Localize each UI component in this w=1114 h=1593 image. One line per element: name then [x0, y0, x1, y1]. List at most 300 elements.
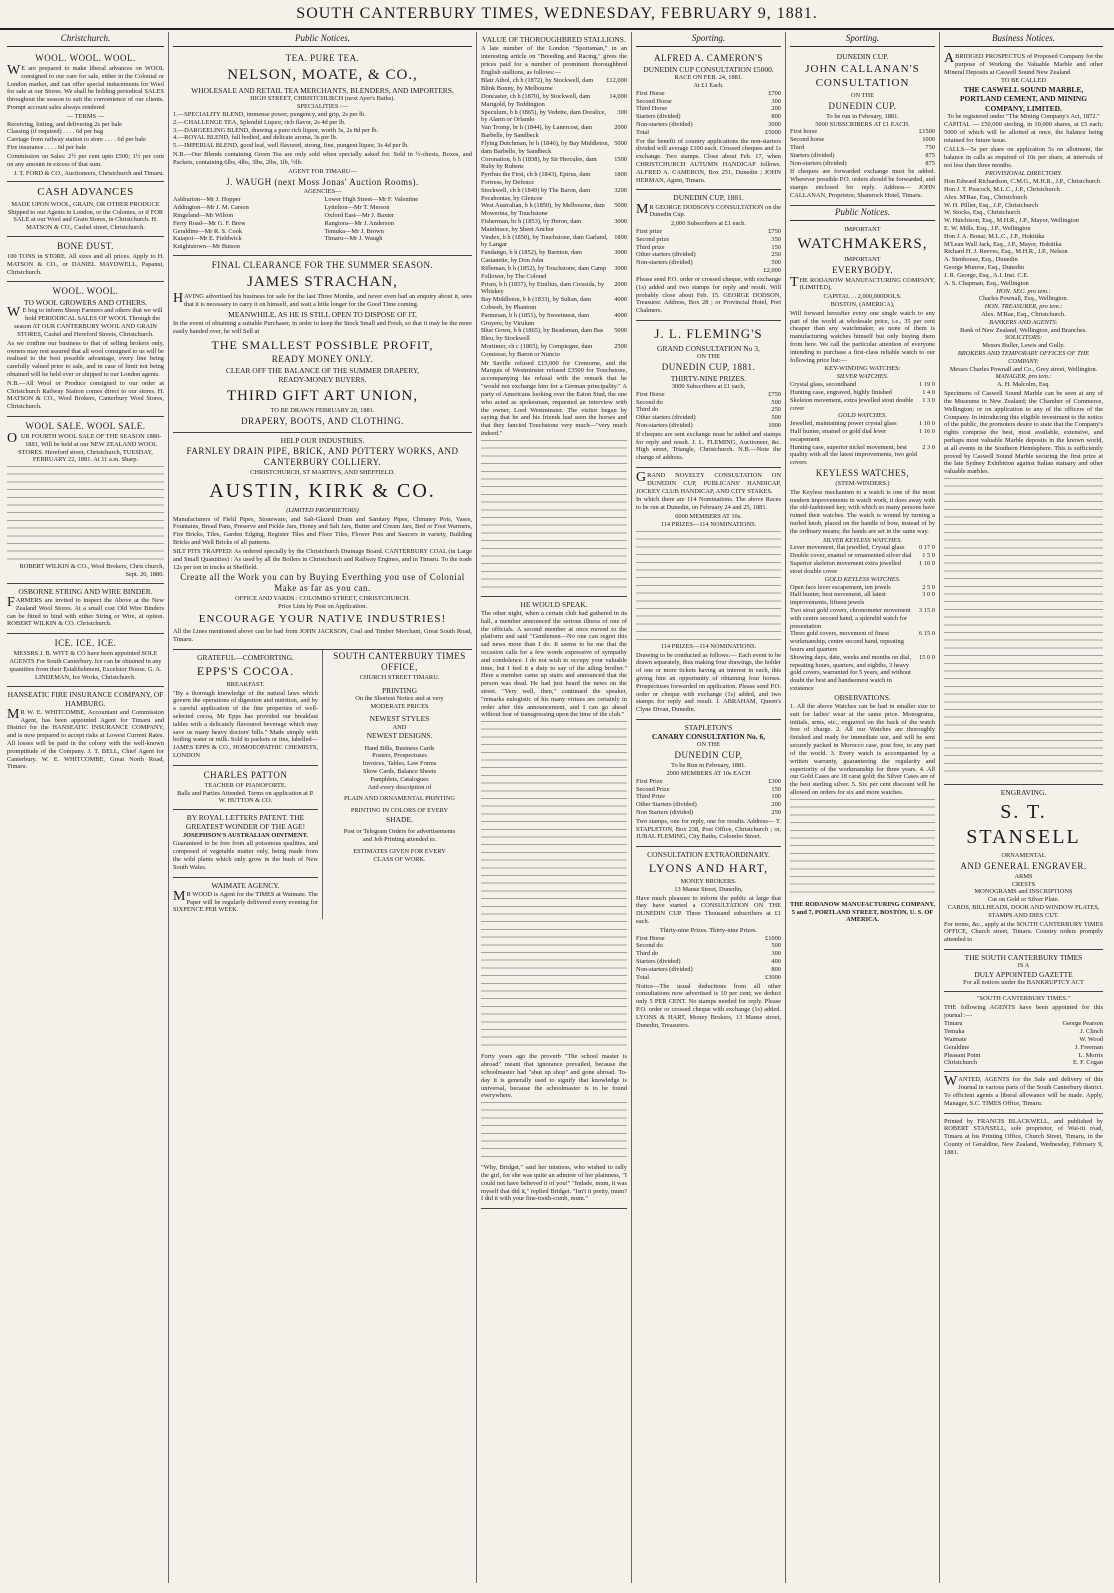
- ad-body: Two stamps, one for reply, one for results. Address— T. STAPLETON, Box 238, Post Office, Christchurch ; or, JUBAL FLEMING, City Baths, Colombo Street.: [636, 817, 781, 841]
- ad-subtitle: 3000 Subscribers at £1 each,: [671, 382, 746, 390]
- ad-subtitle: IS A: [1017, 962, 1030, 970]
- stallion-row: [481, 156, 627, 172]
- stallion-row-value: 4000: [614, 311, 627, 319]
- prize-row: [790, 128, 935, 136]
- prize-row-label: First Prize: [636, 777, 663, 785]
- ad-subtitle: CLEAR OFF THE BALANCE OF THE SUMMER DRAPERY,: [225, 366, 420, 376]
- agent-row: [944, 1044, 1103, 1052]
- prize-row: [636, 801, 781, 809]
- prize-row: [636, 251, 781, 259]
- printing-line: PLAIN AND ORNAMENTAL PRINTING: [344, 795, 455, 803]
- prize-row: [636, 244, 781, 252]
- prize-row: [636, 98, 781, 106]
- ad-title: DUNEDIN CUP, 1881.: [673, 193, 744, 203]
- stallion-row-value: 14,000: [609, 93, 627, 101]
- ad-title: "SOUTH CANTERBURY TIMES.": [976, 994, 1071, 1002]
- stallion-row-value: 4000: [614, 296, 627, 304]
- director-item: A. Stenhouse, Esq., Dunedin: [944, 256, 1018, 264]
- article-he-would-speak: [481, 597, 627, 1209]
- stallion-row-label: Van Tromp, br h (1844), by Lanercost, dam Barbelle, by Sandbeck: [481, 124, 593, 140]
- ad-title: HANSEATIC FIRE INSURANCE COMPANY, OF HAMBURG.: [7, 689, 164, 708]
- ad-body: A. H. Malcolm, Esq.: [996, 381, 1051, 389]
- watch-row: [790, 381, 935, 389]
- ad-body: Will forward hereafter every one single watch to any part of the world at wholesale price, i.e., 35 per cent cheaper than any watchmaker, as none of them is manufacturing watches himself but only buying them from here. We call the particular attention of everyone intending to purchase a first-class reliable watch to our following price list:—: [790, 309, 935, 364]
- prize-row-value: £2,000: [763, 267, 781, 275]
- ad-body: If cheques are sent exchange must be added and stamps for reply and result. J. L. FLEMING, Auctioneer, &c. High street, Triangle, Christchurch. N.B.—Note the change of address.: [636, 430, 781, 462]
- ad-headline: NELSON, MOATE, & CO.,: [227, 66, 418, 83]
- ad-headline: ENCOURAGE YOUR NATIVE INDUSTRIES!: [198, 612, 447, 625]
- ad-subtitle: 2000 MEMBERS AT 10s EACH: [666, 769, 751, 777]
- prize-row-label: Second do: [636, 398, 663, 406]
- prize-row-value: £5000: [765, 128, 781, 136]
- ad-address: 13 Manse Street, Dunedin,: [674, 885, 743, 893]
- ad-headline: ALFRED A. CAMERON'S: [654, 52, 763, 63]
- prize-row: [636, 113, 781, 121]
- ad-body: SILT PITS TRAPPED: As ordered specially by the Christchurch Drainage Board. CANTERBURY COAL (in Large and Small Quantities) : As used by all the Boilers in Christchurch and Railway Engines, and in Timaru. To the trade 12s per ton in trucks at Sheffield.: [173, 547, 472, 571]
- watch-row-label: Hunting case, superior nickel movement, best quality with all the latest improvements, two gold covers: [790, 443, 918, 467]
- printing-line: Show Cards, Balance Sheets: [362, 768, 437, 775]
- stallion-row-value: 300: [617, 108, 627, 116]
- watch-row: [790, 591, 935, 607]
- ad-caswell-sound: [944, 49, 1103, 785]
- ad-subtitle: AGENT FOR TIMARU—: [288, 167, 357, 175]
- prize-row-label: Second horse: [790, 136, 825, 144]
- watch-row: [790, 428, 935, 444]
- stallion-row-value: 3000: [614, 249, 627, 257]
- ad-grand-novelty: [636, 468, 781, 720]
- ad-subtitle: IMPORTANT: [844, 225, 881, 233]
- watch-row-label: Jewelled, maintaining power crystal glass: [790, 420, 897, 428]
- engraving-line: ARMS: [1014, 872, 1033, 880]
- agencies-list: [173, 196, 472, 251]
- director-item: W. H. Pilliet, Esq., J.P., Christchurch: [944, 201, 1039, 209]
- prize-row: [790, 144, 935, 152]
- prize-row-label: Other starters (divided): [636, 414, 696, 422]
- ad-subtitle: MANAGER, pro tem.:: [995, 373, 1052, 381]
- printing-line: PRINTING: [382, 685, 417, 695]
- stallion-row-value: 2500: [614, 343, 627, 351]
- ad-subtitle: HON. TREASURER, pro tem.:: [984, 303, 1063, 311]
- prize-row-value: 800: [771, 965, 781, 973]
- ad-dodson: [636, 190, 781, 321]
- stallion-row-label: Blair Athol, ch h (1872), by Stockwell, dam Blink Bonny, by Melbourne: [481, 77, 594, 93]
- ad-headline: J. L. FLEMING'S: [654, 325, 763, 341]
- tea-item: 4.—ROYAL BLEND, full bodied, and delicate aroma, 3s per lb.: [173, 134, 338, 142]
- watch-row-value: 1 5 0: [922, 552, 935, 560]
- prize-row: [636, 786, 781, 794]
- stallion-row: [481, 124, 627, 140]
- article-body: A late number of the London "Sportsman," in an interesting article on "Breeding and Racing," gives the prices paid for a number of prominent thoroughbred English stallions, as follows:—: [481, 45, 627, 76]
- prize-row-value: £750: [768, 390, 781, 398]
- watch-price-list: [790, 381, 935, 412]
- ad-headline: SOUTH CANTERBURY TIMES OFFICE,: [333, 650, 466, 672]
- prize-row-value: 3000: [768, 120, 781, 128]
- article-title: VALUE OF THOROUGHBRED STALLIONS.: [482, 35, 626, 44]
- director-item: E. W. Mills, Esq., J.P., Wellington: [944, 225, 1031, 233]
- agent-row-value: J. Freeman: [1074, 1043, 1103, 1051]
- ad-cash-advances: [7, 182, 164, 237]
- watch-row-label: Hunting case, engraved, highly finished: [790, 388, 892, 396]
- ad-subtitle: DUNEDIN CUP CONSULTATION £5000.: [643, 64, 774, 74]
- ad-subtitle: WHOLESALE AND RETAIL TEA MERCHANTS, BLENDERS, AND IMPORTERS,: [191, 86, 454, 96]
- stallion-row-value: 3000: [614, 264, 627, 272]
- printing-line: SHADE.: [386, 815, 413, 825]
- watch-row: [790, 607, 935, 630]
- prize-row: [636, 935, 781, 943]
- watch-row: [790, 397, 935, 413]
- printing-line: AND: [392, 723, 407, 731]
- ad-subtitle: TEACHER OF PIANOFORTE.: [204, 781, 287, 789]
- ad-subtitle: (STEM-WINDERS.): [835, 479, 890, 487]
- ad-gazette: [944, 950, 1103, 992]
- ad-body: 1. All the above Watches can be had in smaller size to suit for ladies' wear at the same price. Monograms, initials, arms, etc., engraved on the back of the watch free of charge. 2. All our Watches are thoroughly finished and ready for immediate use, and will be sent securely packed in Morocco case, post free, to any part of the world. 3. Every watch is accompanied by a written warranty, guaranteeing the regularity and superiority of the workmanship for three years. 4. All our Gold Cases are 18 carat gold; the Silver Cases are of the best sterling silver. 5. Six per cent discount will be allowed on orders for six and more watches.: [790, 703, 935, 796]
- prize-row-value: £1000: [765, 934, 781, 942]
- stallion-row-label: Mortimer, ch c (1865), by Compiegne, dam Comtesse, by Baron or Nuncio: [481, 343, 593, 358]
- prize-row-label: Third Horse: [636, 105, 668, 113]
- agent-row-label: Geraldine: [944, 1043, 970, 1051]
- stallion-row-label: Fandango, b h (1852), by Barnton, dam Castanette, by Don John: [481, 249, 582, 265]
- agent-row-label: Timaru: [944, 1020, 963, 1028]
- stallion-row: [481, 327, 627, 343]
- watch-row-label: Superior skeleton movement extra jewelled stout double cover: [790, 560, 902, 575]
- ad-wool-matson: [7, 282, 164, 417]
- agencies-left: Ashburton—Mr J. Hopper Addington—Mr J. M. Carson Ringeland—Mr Wilson Ferry Road—Mr G. F. Brew Geraldine—Mr R. S. Cook Kaiapoi—Mr E. Fieldwick Knightstown—Mr Butson: [173, 196, 249, 251]
- column-business-notices: [940, 32, 1107, 1583]
- ad-subtitle: 114 PRIZES—114 NOMINATIONS.: [660, 642, 757, 650]
- ad-subtitle: To be registered under "The Mining Company's Act, 1872.": [947, 112, 1100, 120]
- ad-subtitle: RACE ON FEB. 24, 1881.: [674, 74, 743, 82]
- ad-body: "By a thorough knowledge of the natural laws which govern the operations of digestion and nutrition, and by a careful application of the fine properties of well-selected cocoa, Mr Epps has provided our breakfast tables with a delicately flavoured beverage which may save us many heavy doctors' bills." Made simply with boiling water or milk. Sold in packets or tins, labelled— JAMES EPPS & CO., HOMOEOPATHIC CHEMISTS, LONDON: [173, 689, 318, 760]
- prize-row-label: Other Starters (divided): [636, 801, 697, 809]
- ad-title: WOOL. WOOL.: [52, 286, 119, 297]
- prize-row-label: Third do: [636, 406, 659, 414]
- prize-table: [636, 228, 781, 275]
- stallion-row: [481, 296, 627, 312]
- ad-body: MESSRS J. B. WITT & CO have been appointed SOLE AGENTS For South Canterbury. Ice can be obtained in any quantities from their Establishment, Excelsior House. G. A. LINDEMAN, Ice Works, Christchurch.: [9, 650, 162, 681]
- ad-body: Manufacturers of Field Pipes, Stoneware, and Salt-Glazed Drain and Sanitary Pipes, Chimney Pots, Vases, Fountains, Bread Pans, Preserve and Pickle Jars, Honey and Salt Jars, Butter and Cream Jars, Bed or Foot Warmers, Fire Bricks, Tiles, Garden Edging, Register Tiles and Floor Tiles, Flower Pots and Saucers in variety, Building Bricks and Well Bricks of all patterns.: [173, 515, 472, 547]
- prize-table: [790, 128, 935, 167]
- ad-subtitle: 114 PRIZES—114 NOMINATIONS.: [660, 520, 757, 528]
- ad-headline: GRAND NOVELTY CONSULTATION ON DUNEDIN CUP, PUBLICANS' HANDICAP, JOCKEY CLUB HANDICAP, AND CITY STAKES.: [636, 470, 781, 495]
- ad-subtitle: SPECIALITIES :—: [296, 103, 349, 111]
- agent-row-label: Waimate: [944, 1036, 967, 1043]
- directors-list: [944, 178, 1103, 287]
- stallion-row-label: Pyrrhus the First, ch h (1843), Epirus, dam Fortress, by Defence: [481, 171, 591, 186]
- ad-body: Drawing to be conducted as follows:— Each event to be drawn separately, thus making four drawings, the holder of one or more tickets having an interest in each, this giving him an opportunity of obtaining four horses. Prospectuses forwarded on application. Please send P.O. order or cheque with exchange (1s) added, and two stamps for reply and result. I. ABRAHAM, Queen's Clyne Divan, Dunedin.: [636, 651, 781, 714]
- ad-subtitle: ON THE: [696, 741, 721, 749]
- director-item: M'Lean Wall Jack, Esq., J.P., Mayor, Hokitika: [944, 240, 1062, 248]
- director-item: Richard H. J. Reeves, Esq., M.H.R., J.P., Nelson: [944, 248, 1068, 256]
- ad-subtitle: OBSERVATIONS.: [834, 692, 891, 702]
- ad-address: HIGH STREET, CHRISTCHURCH (next Ayer's Baths).: [250, 95, 395, 103]
- ad-headline: KEYLESS WATCHES,: [815, 468, 910, 478]
- prize-row: [636, 105, 781, 113]
- terms-row: Carriage from railway station to store . . . . 6d per bale: [7, 136, 146, 144]
- ad-wanted-agents: [944, 1072, 1103, 1113]
- ads-bottom-split: [173, 650, 472, 919]
- watch-row-value: 1 16 0: [919, 427, 935, 435]
- stallion-row-value: £12,000: [606, 77, 627, 85]
- prize-row-label: First horse: [790, 128, 818, 136]
- ad-subtitle: BANKERS AND AGENTS:: [989, 318, 1058, 326]
- printing-line: Post or Telegram Orders for advertisements: [343, 828, 456, 836]
- prize-row-value: 250: [771, 406, 781, 414]
- director-item: A. S. Chapman, Esq., Wellington: [944, 279, 1029, 287]
- ad-subtitle: 6000 MEMBERS AT 10s.: [675, 513, 742, 521]
- watch-row-value: 2 5 0: [922, 583, 935, 591]
- prize-row-label: Non-starters (divided): [636, 259, 693, 267]
- section-heading: Sporting.: [790, 32, 935, 47]
- prize-row: [636, 399, 781, 407]
- column-christchurch: [3, 32, 169, 1583]
- watch-row: [790, 420, 935, 428]
- printing-line: Pamphlets, Catalogues: [370, 775, 429, 783]
- ad-subtitle: To be run in February, 1881.: [826, 112, 899, 120]
- stallion-row-value: 2000: [614, 124, 627, 132]
- watch-price-list: [790, 544, 935, 575]
- stallion-row: [481, 109, 627, 125]
- prize-row-label: Non-starters (divided): [636, 120, 693, 128]
- text-block: [790, 799, 935, 899]
- ad-headline: EPPS'S COCOA.: [196, 664, 295, 679]
- prize-table: [636, 391, 781, 430]
- stallion-row-value: 5000: [614, 139, 627, 147]
- watch-row: [790, 444, 935, 467]
- ad-body: Commission on Sales: 2½ per cent upto £500; 1½ per cent on any amount in excess of that sum.: [7, 152, 164, 168]
- prize-row-label: Second Horse: [636, 97, 672, 105]
- ad-signature: ROBERT WILKIN & CO., Wool Brokers, Chris church, Sept. 20, 1880.: [19, 563, 164, 579]
- printing-line: Hand Bills, Business Cards: [364, 744, 435, 752]
- director-item: Hon J. T. Peacock, M.L.C., J.P., Christchurch: [944, 185, 1060, 193]
- ad-headline: THE SMALLEST POSSIBLE PROFIT,: [211, 337, 434, 352]
- prize-row-value: 1000: [922, 136, 935, 144]
- ad-body: MR WOOD is Agent for the TIMES at Waimate. The Paper will be regularly delivered every evening for SIXPENCE PER WEEK.: [173, 888, 318, 914]
- ad-subtitle: AGENCIES—: [303, 188, 342, 196]
- stallion-row-label: Vindex, b h (1850), by Touchstone, dam Garland, by Langar: [481, 233, 608, 249]
- watch-row-value: 1 4 0: [922, 388, 935, 396]
- ad-strachan: [173, 256, 472, 433]
- ad-headline: JAMES STRACHAN,: [247, 273, 398, 290]
- prize-row: [636, 121, 781, 129]
- stallion-row-label: Doncaster, ch h (1870), by Stockwell, dam Marigold, by Teddington: [481, 93, 591, 108]
- watch-row-value: 2 3 0: [922, 443, 935, 451]
- stallion-row-label: Prism, b h (1857), by Emilius, dam Cressida, by Whiskey: [481, 280, 605, 296]
- ad-subtitle: 2,000 Subscribers at £1 each.: [671, 220, 746, 228]
- ad-headline: FARNLEY DRAIN PIPE, BRICK, AND POTTERY WORKS, AND CANTERBURY COLLIERY.: [186, 445, 459, 467]
- tea-item: 5.—IMPERIAL BLEND, good leaf, well flavored, strong, fine, pungent liquor, 3s 4d per lb.: [173, 142, 409, 150]
- watch-row-label: Three gold covers, movement of finest workmanship, centre second hand, repeating hours and quarters: [790, 630, 904, 654]
- printing-line: Posters, Prospectuses: [372, 752, 427, 760]
- stallion-row-label: Flying Dutchman, br h (1846), by Bay Middleton, dam Barbelle, by Sandbeck: [481, 139, 610, 155]
- ad-title: BY ROYAL LETTERS PATENT. THE GREATEST WONDER OF THE AGE!: [185, 813, 306, 832]
- stallion-row-label: Rifleman, b h (1852), by Touchstone, dam Camp Follower, by The Colonel: [481, 264, 607, 280]
- prize-row-value: £3000: [765, 973, 781, 981]
- ad-subtitle: BREAKFAST.: [226, 680, 265, 688]
- ad-body: For the benefit of country applications the non-starters divided will average £100 each. Crossed cheques and 1s exchange. Two stamps. Close about Feb. 17, when CHRISTCHURCH AUTUMN HANDICAP follows. ALFRED A. CAMERON, Box 251, Dunedin ; JOHN HERMAN, Agent, Timaru.: [636, 137, 781, 184]
- watch-row-value: 0 17 0: [919, 544, 935, 552]
- stallion-row: [481, 343, 627, 359]
- prize-row: [790, 136, 935, 144]
- ad-title: WAIMATE AGENCY.: [211, 880, 280, 890]
- prize-row-label: Non-starters (divided): [790, 159, 847, 167]
- prize-row-value: 250: [771, 251, 781, 259]
- ad-body: FARMERS are invited to inspect the Above at the New Zealand Wool Stores. At a small cost Old Wire Binders can be fitted to bind with either String or Wire, at option. ROBERT WILKIN & CO. Christchurch.: [7, 595, 164, 628]
- ad-subtitle: DUNEDIN CUP,: [674, 750, 743, 761]
- text-block: [944, 478, 1103, 778]
- agent-row-value: J. Clinch: [1080, 1028, 1103, 1036]
- agent-row: [944, 1036, 1103, 1044]
- prize-row: [636, 236, 781, 244]
- prize-row-value: 300: [771, 950, 781, 958]
- ad-subtitle: PROVISIONAL DIRECTORY.: [985, 170, 1062, 178]
- ad-title: TEA. PURE TEA.: [285, 52, 360, 63]
- prize-row-value: 150: [771, 785, 781, 793]
- ad-body: Messrs Charles Pownall and Co., Grey street, Wellington.: [949, 365, 1098, 373]
- printing-line: MODERATE PRICES: [370, 702, 429, 710]
- ad-headline: EVERYBODY.: [831, 264, 894, 275]
- ad-subtitle: ORNAMENTAL: [1001, 851, 1046, 859]
- watch-row-label: Double cover, enamel or ornamented silver dial: [790, 552, 912, 560]
- prize-row: [636, 406, 781, 414]
- watch-row-value: 15 0 0: [919, 653, 935, 661]
- ad-signature: J. T. FORD & CO., Auctioneers, Christchurch and Timaru.: [13, 169, 164, 177]
- ad-subtitle: READY MONEY ONLY.: [271, 354, 374, 365]
- prize-table: [636, 778, 781, 817]
- prize-row: [636, 966, 781, 974]
- ad-title: FINAL CLEARANCE FOR THE SUMMER SEASON.: [211, 259, 434, 270]
- ad-body: For terms, &c., apply at the SOUTH CANTERBURY TIMES OFFICE, Church street, Timaru. Country orders promptly attended to: [944, 920, 1103, 944]
- agent-row-label: Christchurch: [944, 1059, 978, 1067]
- watch-row: [790, 552, 935, 560]
- prize-row-label: First Horse: [636, 934, 665, 942]
- ad-headline: LYONS AND HART,: [648, 861, 769, 876]
- prize-row-value: 500: [771, 398, 781, 406]
- stallion-row-label: Coronation, b h (1838), by Sir Hercules, dam Ruby by Rubens: [481, 155, 597, 171]
- printing-line: Invoices, Tables, Law Forms: [362, 760, 437, 768]
- ad-body: Specimens of Caswell Sound Marble can be seen at any of the Museums in New Zealand; the Chamber of Commerce, Wellington; or on application to any of the officers of the Company. In introducing this eligible investment to the notice of the public, the promoters desire to state that the Company's rights comprise the best, most available, extensive, and perhaps most valuable Marble deposits in the known world, at all events in the Southern Hemisphere. This is sufficiently proved by Caswell Sound Marble securing the first prize at the late Sydney Exhibition against Italian statuary and other valuable marbles.: [944, 390, 1103, 476]
- tea-item: 3.—DARGEELING BLEND, drawing a pure rich liquor, worth 3s, 2s 8d per lb.: [173, 126, 379, 134]
- stallion-row: [481, 93, 627, 109]
- stallion-row-value: 1800: [614, 171, 627, 179]
- director-item: Hon Edward Richardson, C.M.G., M.H.R., J.P., Christchurch: [944, 178, 1101, 186]
- ad-subtitle: THIRTY-NINE PRIZES.: [670, 373, 747, 383]
- ad-body: Charles Pownall, Esq., Wellington.: [978, 295, 1069, 303]
- ad-stapleton: [636, 720, 781, 847]
- engraving-line: CRESTS: [1011, 880, 1036, 888]
- prize-row: [636, 414, 781, 422]
- printing-line: And every description of: [367, 783, 432, 791]
- prize-row: [636, 778, 781, 786]
- printing-line: NEWEST DESIGNS.: [366, 731, 433, 741]
- ad-headline: CANARY CONSULTATION No. 6,: [651, 732, 766, 742]
- ad-body: For all notices under the BANKRUPTCY ACT: [963, 979, 1084, 987]
- prize-row-value: 300: [771, 97, 781, 105]
- agent-row: [944, 1020, 1103, 1028]
- ad-headline: MR GEORGE DODSON'S CONSULTATION on the Dunedin Cup.: [636, 201, 781, 219]
- agent-row-value: L. Morris: [1078, 1051, 1103, 1059]
- ad-body: WANTED, AGENTS for the Sale and delivery of this Journal in various parts of the South Canterbury district. To efficient agents a liberal allowance will be made. Apply, Manager, S.C. TIMES Office, Timaru.: [944, 1074, 1103, 1107]
- ad-headline: JOSEPHSON'S AUSTRALIAN OINTMENT.: [182, 831, 309, 839]
- stallion-row: [481, 187, 627, 203]
- section-heading: Sporting.: [636, 32, 781, 47]
- printing-line: and Job Printing attended to.: [362, 836, 437, 844]
- stallion-row-value: 2000: [614, 280, 627, 288]
- watch-row: [790, 654, 935, 693]
- ad-title: WOOL. WOOL. WOOL.: [35, 52, 136, 63]
- watch-row-label: Two stout gold covers, chronometer movement with centre second hand, a splendid watch for presentation: [790, 606, 911, 630]
- prize-row-label: Non Starters (divided): [636, 808, 694, 816]
- ad-subtitle: ON THE: [850, 91, 875, 99]
- ad-sct-printing: [322, 650, 472, 919]
- ad-wool-ford: [7, 49, 164, 182]
- stallion-row: [481, 281, 627, 297]
- ad-ice: [7, 634, 164, 686]
- ad-body: CAPITAL — £50,000 sterling, in 10,000 shares, at £5 each; 5000 of which will be allotted at once, the balance being retained for future issue.: [944, 121, 1103, 145]
- director-item: W. Stocks, Esq., Christchurch: [944, 209, 1021, 217]
- watch-row-value: 1 10 0: [919, 420, 935, 428]
- ad-address: OFFICE AND YARDS : COLOMBO STREET, CHRISTCHURCH.: [234, 595, 411, 603]
- prize-row: [636, 422, 781, 430]
- agent-row-label: Temuka: [944, 1028, 965, 1036]
- prize-row-value: 875: [925, 151, 935, 159]
- ad-body: N.B.—Our Blends containing Green Tea are only sold when specially asked for. Sold in ½-chests, Boxes, and Packets, containing 6lbs, 4lbs, 3lbs, 2lbs, 1lb, ½lb.: [173, 151, 472, 166]
- ad-austin-kirk: [173, 433, 472, 650]
- prize-row: [636, 950, 781, 958]
- stallion-row: [481, 140, 627, 156]
- ad-subtitle: BROKERS AND TEMPORARY OFFICES OF THE COMPANY:: [957, 350, 1090, 365]
- ad-josephson: [173, 810, 318, 877]
- ad-subtitle: READY-MONEY BUYERS.: [278, 375, 367, 385]
- prize-row-value: 100: [771, 793, 781, 801]
- watch-row-label: Skeleton movement, extra jewelled stout double cover: [790, 396, 914, 412]
- ad-title: ICE. ICE. ICE.: [54, 638, 117, 649]
- ad-body: HAVING advertised his business for sale for the last Three Months, and never even had an enquiry about it, sees that it is necessary to carry it on himself, and wait a little longer for the Good Time coming.: [173, 291, 472, 309]
- agent-row: [944, 1059, 1103, 1067]
- watch-row-label: Half hunter, best movement, all latest improvements, fifteen jewels: [790, 591, 886, 607]
- prize-row-value: £1500: [919, 128, 935, 136]
- ad-subtitle: Thirty-nine Prizes. Thirty-nine Prizes.: [659, 926, 758, 934]
- ad-subtitle: SILVER WATCHES.: [836, 373, 889, 381]
- agent-row-value: George Pearson: [1062, 1020, 1103, 1028]
- prize-row-value: 350: [771, 235, 781, 243]
- ad-body: THE RODANOW MANUFACTURING COMPANY, (LIMITED),: [790, 274, 935, 292]
- ad-subtitle: 5000 SUBSCRIBERS AT £1 EACH.: [815, 120, 910, 128]
- ad-body: Notice—The usual deductions from all other consultations now advertised is 10 per cent; we deduct only 5 PER CENT. No stamps needed for reply. Please P.O. order or crossed cheque with exchange (1s) added. LYONS & HART, Money Brokers, 13 Manse street, Dunedin, Treasurers.: [636, 982, 781, 1029]
- ad-title: GRATEFUL—COMFORTING.: [197, 652, 294, 662]
- prize-row-value: £300: [768, 777, 781, 785]
- ad-title: ENGRAVING.: [1000, 788, 1047, 798]
- ad-body: CALLS—5s per share on application 5s on allotment, the balance in calls as required of 10s per share, at intervals of not less than three months.: [944, 145, 1103, 169]
- ad-subtitle: SILVER KEYLESS WATCHES.: [823, 536, 902, 544]
- stallion-row-label: Fisherman, br h (1853), by Heron, dam Mainbrace, by Sheet Anchor: [481, 218, 582, 233]
- stallion-row-value: 1500: [614, 155, 627, 163]
- ad-body: In which there are 114 Nominations. The above Races to be run at Dunedin, on February 24 and 25, 1881.: [636, 496, 781, 512]
- stallion-row: [481, 234, 627, 250]
- ad-body: Guaranteed to be free from all poisonous qualities, and composed of vegetable matter only, being made from the wild plants which only grow in the bush of New South Wales.: [173, 840, 318, 871]
- ad-osborne-binder: [7, 584, 164, 634]
- printing-line: PRINTING IN COLORS OF EVERY: [350, 807, 449, 815]
- ad-body: 100 TONS in STORE. All sizes and all prices. Apply to H. MATSON & CO., or DANIEL MAYDWELL, Papanui, Christchurch.: [7, 252, 164, 276]
- ad-lyons-hart: [636, 847, 781, 1034]
- watch-row-value: 1 19 0: [919, 381, 935, 389]
- agents-list: [944, 1020, 1103, 1067]
- prize-tables: [636, 531, 781, 641]
- printing-line: On the Shortest Notice and at very: [355, 694, 444, 702]
- prize-row-label: Non-starters (divided): [636, 965, 693, 973]
- ad-body: Please send P.O. order or crossed cheque, with exchange (1s) added and two stamps for reply and result. Will probably close about Feb. 15. GEORGE DODSON, Treasurer. Address, Box 28 ; or Provincial Hotel, Port Chalmers.: [636, 275, 781, 315]
- section-heading: Public Notices.: [790, 206, 935, 221]
- ad-callanan: [790, 49, 935, 206]
